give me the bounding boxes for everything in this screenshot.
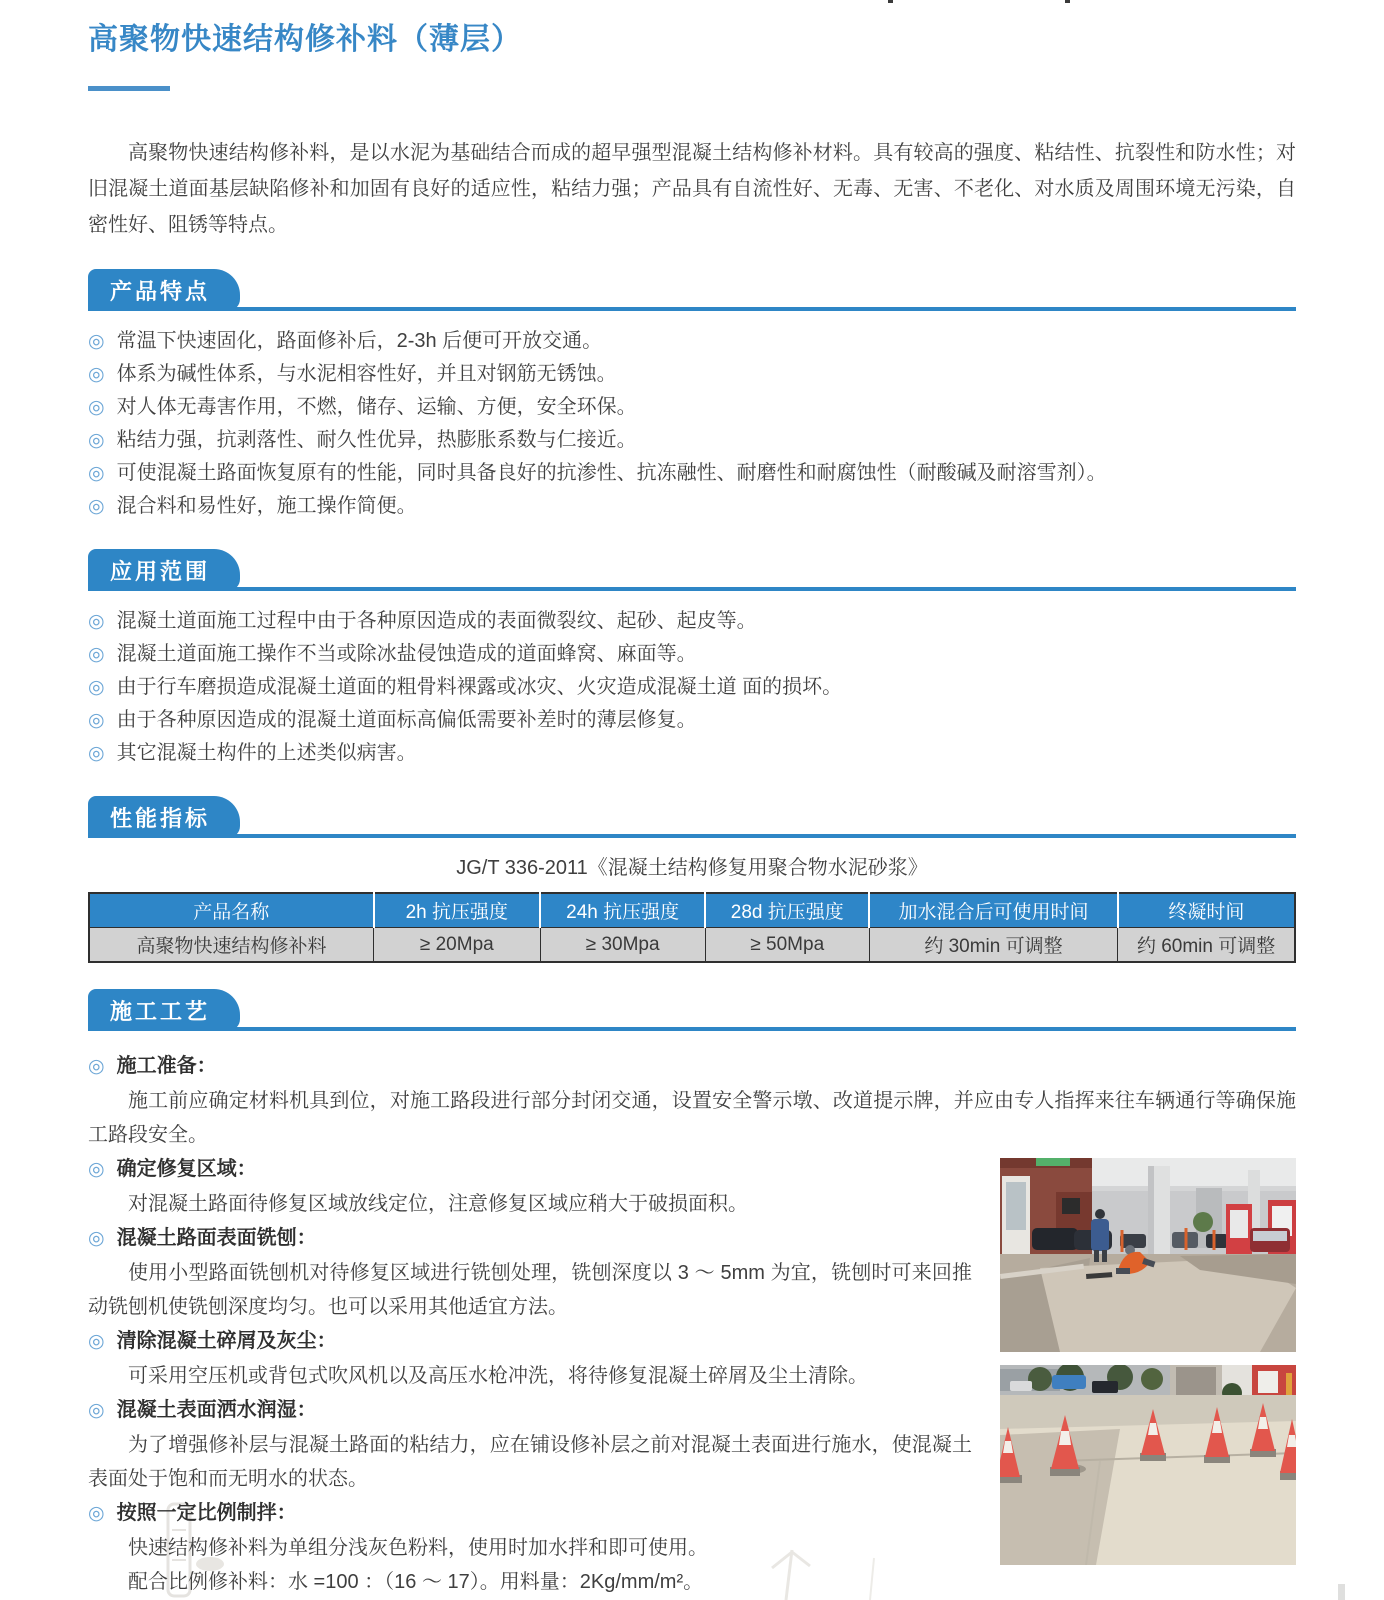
section-header-features (88, 269, 1296, 311)
ring-bullet-icon: ◎ (88, 496, 105, 517)
ring-bullet-icon: ◎ (88, 397, 105, 418)
ring-bullet-icon: ◎ (88, 710, 105, 731)
bullet-item (88, 638, 1296, 671)
bullet-text: 常温下快速固化，路面修补后，2-3h 后便可开放交通。 (116, 330, 603, 352)
ring-bullet-icon: ◎ (88, 1056, 105, 1077)
bullet-item (88, 671, 1296, 704)
ring-bullet-icon: ◎ (88, 364, 105, 385)
ring-bullet-icon: ◎ (88, 463, 105, 484)
step-paragraph: 快速结构修补料为单组分浅灰色粉料，使用时加水拌和即可使用。 (128, 1537, 708, 1559)
section-badge-applications: 应用范围 (88, 549, 240, 591)
repaired-pavement-cones-photo (1000, 1365, 1296, 1565)
ring-bullet-icon: ◎ (88, 1503, 105, 1524)
title-underline (88, 86, 170, 91)
step-paragraph: 可采用空压机或背包式吹风机以及高压水枪冲洗，将待修复混凝土碎屑及尘土清除。 (128, 1365, 868, 1387)
table-header-cell: 产品名称 (89, 893, 374, 928)
table-row (89, 928, 1295, 963)
step-paragraph: 施工前应确定材料机具到位，对施工路段进行部分封闭交通，设置安全警示墩、改道提示牌，并应由专人指挥来往车辆通行等确保施工路段安全。 (88, 1090, 1296, 1146)
bullet-text: 混凝土道面施工操作不当或除冰盐侵蚀造成的道面蜂窝、麻面等。 (116, 643, 697, 665)
step-label-text: 混凝土表面洒水润湿： (116, 1399, 317, 1421)
bullet-text: 混合料和易性好，施工操作简便。 (116, 495, 417, 517)
step-label-text: 按照一定比例制拌： (116, 1502, 297, 1524)
table-header-cell: 24h 抗压强度 (540, 893, 705, 928)
ring-bullet-icon: ◎ (88, 331, 105, 352)
bullet-item (88, 704, 1296, 737)
page-title: 高聚物快速结构修补料（薄层） (88, 23, 522, 56)
ring-bullet-icon: ◎ (88, 430, 105, 451)
table-header-cell: 加水混合后可使用时间 (869, 893, 1117, 928)
step-paragraph: 为了增强修补层与混凝土路面的粘结力，应在铺设修补层之前对混凝土表面进行施水，使混凝土表面处于饱和而无明水的状态。 (88, 1434, 972, 1490)
bullet-text: 由于行车磨损造成混凝土道面的粗骨料裸露或冰灾、火灾造成混凝土道 面的损坏。 (116, 676, 843, 698)
performance-table (88, 892, 1296, 963)
applications-list (88, 605, 1296, 770)
table-cell: 高聚物快速结构修补料 (89, 928, 374, 963)
section-badge-process: 施工工艺 (88, 989, 240, 1031)
bullet-text: 由于各种原因造成的混凝土道面标高偏低需要补差时的薄层修复。 (116, 709, 697, 731)
bullet-text: 对人体无毒害作用，不燃，储存、运输、方便，安全环保。 (116, 396, 637, 418)
step-label-text: 施工准备： (116, 1055, 217, 1077)
ring-bullet-icon: ◎ (88, 743, 105, 764)
step-paragraph: 使用小型路面铣刨机对待修复区域进行铣刨处理，铣刨深度以 3 ～ 5mm 为宜，铣刨时可来回推动铣刨机使铣刨深度均匀。也可以采用其他适宜方法。 (88, 1262, 972, 1318)
intro-paragraph: 高聚物快速结构修补料，是以水泥为基础结合而成的超早强型混凝土结构修补材料。具有较高的强度、粘结性、抗裂性和防水性；对旧混凝土道面基层缺陷修补和加固有良好的适应性，粘结力强；产品具有自流性好、无毒、无害、不老化、对水质及周围环境无污染，自密性好、阻锈等特点。 (88, 142, 1296, 236)
table-header-cell: 28d 抗压强度 (705, 893, 869, 928)
process-step-label (88, 1049, 1296, 1084)
step-paragraph: 对混凝土路面待修复区域放线定位，注意修复区域应稍大于破损面积。 (128, 1193, 748, 1215)
step-label-text: 确定修复区域： (116, 1158, 257, 1180)
bullet-text: 可使混凝土路面恢复原有的性能，同时具备良好的抗渗性、抗冻融性、耐磨性和耐腐蚀性（耐酸碱及耐溶雪剂）。 (116, 462, 1107, 484)
ring-bullet-icon: ◎ (88, 644, 105, 665)
process-photos (1000, 1158, 1296, 1578)
ring-bullet-icon: ◎ (88, 677, 105, 698)
bullet-item (88, 457, 1296, 490)
bullet-text: 混凝土道面施工过程中由于各种原因造成的表面微裂纹、起砂、起皮等。 (116, 610, 757, 632)
table-cell: ≥ 20Mpa (374, 928, 540, 963)
step-label-text: 清除混凝土碎屑及灰尘： (116, 1330, 337, 1352)
table-cell: 约 30min 可调整 (869, 928, 1117, 963)
bullet-item (88, 490, 1296, 523)
bullet-item (88, 424, 1296, 457)
bullet-item (88, 325, 1296, 358)
section-rule (88, 1027, 1296, 1031)
section-rule (88, 834, 1296, 838)
section-header-process (88, 989, 1296, 1031)
ring-bullet-icon: ◎ (88, 611, 105, 632)
table-header-cell: 2h 抗压强度 (374, 893, 540, 928)
ring-bullet-icon: ◎ (88, 1159, 105, 1180)
table-cell: ≥ 30Mpa (540, 928, 705, 963)
table-header-row (89, 893, 1295, 928)
section-badge-performance: 性能指标 (88, 796, 240, 838)
section-header-performance (88, 796, 1296, 838)
bullet-item (88, 391, 1296, 424)
ring-bullet-icon: ◎ (88, 1331, 105, 1352)
table-cell: 约 60min 可调整 (1118, 928, 1295, 963)
process-section (88, 1049, 1296, 1599)
bullet-item (88, 358, 1296, 391)
section-header-applications (88, 549, 1296, 591)
section-rule (88, 307, 1296, 311)
bullet-item (88, 737, 1296, 770)
gas-station-repair-photo (1000, 1158, 1296, 1352)
step-paragraph: 配合比例修补料：水 =100 ：（16 ～ 17）。用料量：2Kg/mm/m²。 (128, 1571, 704, 1593)
bullet-text: 粘结力强，抗剥落性、耐久性优异，热膨胀系数与仁接近。 (116, 429, 637, 451)
table-cell: ≥ 50Mpa (705, 928, 869, 963)
section-badge-features: 产品特点 (88, 269, 240, 311)
process-step-first (88, 1049, 1296, 1152)
ring-bullet-icon: ◎ (88, 1400, 105, 1421)
standard-caption: JG/T 336-2011《混凝土结构修复用聚合物水泥砂浆》 (456, 857, 928, 879)
bullet-text: 体系为碱性体系，与水泥相容性好，并且对钢筋无锈蚀。 (116, 363, 617, 385)
features-list (88, 325, 1296, 523)
bullet-item (88, 605, 1296, 638)
step-label-text: 混凝土路面表面铣刨： (116, 1227, 317, 1249)
ring-bullet-icon: ◎ (88, 1228, 105, 1249)
section-rule (88, 587, 1296, 591)
table-header-cell: 终凝时间 (1118, 893, 1295, 928)
bullet-text: 其它混凝土构件的上述类似病害。 (116, 742, 417, 764)
